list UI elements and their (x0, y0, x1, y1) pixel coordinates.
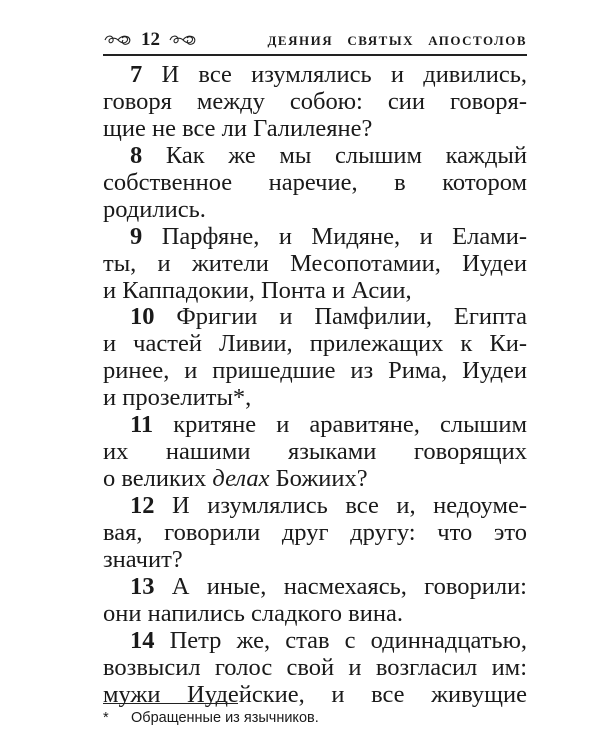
verse-line (103, 89, 527, 116)
footnote-text: Обращенные из язычников. (131, 710, 319, 726)
flourish-icon (103, 32, 133, 48)
verse-number: 12 (130, 492, 155, 519)
footnote (103, 709, 319, 727)
verse-line (103, 655, 527, 682)
verse-line (103, 116, 527, 143)
verse-text: значит? (103, 545, 183, 573)
verse-line (103, 304, 527, 331)
verse-text: ринее, и пришедшие из Рима, Иудеи (103, 357, 527, 385)
running-header (103, 28, 527, 56)
verse-number: 11 (130, 411, 154, 439)
verse-text: Божиих? (269, 465, 368, 493)
footnote-rule (103, 703, 238, 704)
verse-text: Парфяне, и Мидяне, и Елами- (161, 222, 527, 250)
verse-number: 7 (130, 61, 143, 88)
verse-text: И все изумлялись и дивились, (161, 61, 528, 88)
verse-line (103, 358, 527, 385)
verse-text: критяне и аравитяне, слышим (173, 411, 528, 439)
verse-line (103, 331, 527, 358)
verse-text: они напились сладкого вина. (103, 599, 403, 627)
verse-text: Как же мы слышим каждый (165, 141, 528, 169)
verse-line (103, 466, 527, 493)
verse-number: 9 (130, 222, 143, 250)
body-text (103, 62, 527, 709)
verse-text: о великих (103, 465, 213, 493)
verse-line (103, 278, 527, 305)
verse-line (103, 574, 527, 601)
verse-number: 13 (130, 572, 155, 600)
verse-text: щие не все ли Галилеяне? (103, 114, 373, 142)
flourish-icon (168, 32, 198, 48)
footnote-mark: * (103, 710, 109, 726)
verse-line (103, 385, 527, 412)
verse-line (103, 547, 527, 574)
verse-line (103, 62, 527, 89)
page-number: 12 (141, 29, 160, 50)
book-page (103, 0, 527, 750)
verse-line (103, 143, 527, 170)
verse-line (103, 439, 527, 466)
verse-line (103, 682, 527, 709)
verse-text: И изумлялись все и, недоуме- (172, 492, 528, 519)
verse-number: 10 (130, 303, 155, 331)
verse-text: и прозелиты*, (103, 384, 252, 412)
verse-number: 8 (130, 141, 143, 169)
verse-text: А иные, насмехаясь, говорили: (171, 572, 527, 600)
verse-text: их нашими языками говорящих (103, 438, 527, 466)
verse-text: Петр же, став с одиннадцатью, (169, 626, 528, 654)
verse-line (103, 628, 527, 655)
verse-text: родились. (103, 195, 206, 223)
verse-line (103, 197, 527, 224)
page-number-group (103, 28, 198, 52)
verse-line (103, 170, 527, 197)
italic-word: делах (212, 465, 270, 493)
verse-text: собственное наречие, в котором (103, 168, 527, 196)
verse-line (103, 520, 527, 547)
verse-text: ты, и жители Месопотамии, Иудеи (103, 249, 527, 277)
verse-text: и Каппадокии, Понта и Асии, (103, 276, 412, 304)
verse-text: мужи Иудейские, и все живущие (103, 680, 527, 708)
verse-line (103, 601, 527, 628)
book-title: деяния святых апостолов (267, 29, 527, 50)
verse-line (103, 251, 527, 278)
verse-text: говоря между собою: сии говоря- (103, 87, 527, 115)
verse-text: вая, говорили друг другу: что это (103, 518, 527, 546)
verse-line (103, 224, 527, 251)
verse-text: Фригии и Памфилии, Египта (176, 303, 528, 331)
verse-line (103, 493, 527, 520)
verse-number: 14 (130, 626, 155, 654)
verse-text: и частей Ливии, прилежащих к Ки- (103, 330, 527, 358)
verse-text: возвысил голос свой и возгласил им: (103, 653, 527, 681)
verse-line (103, 412, 527, 439)
